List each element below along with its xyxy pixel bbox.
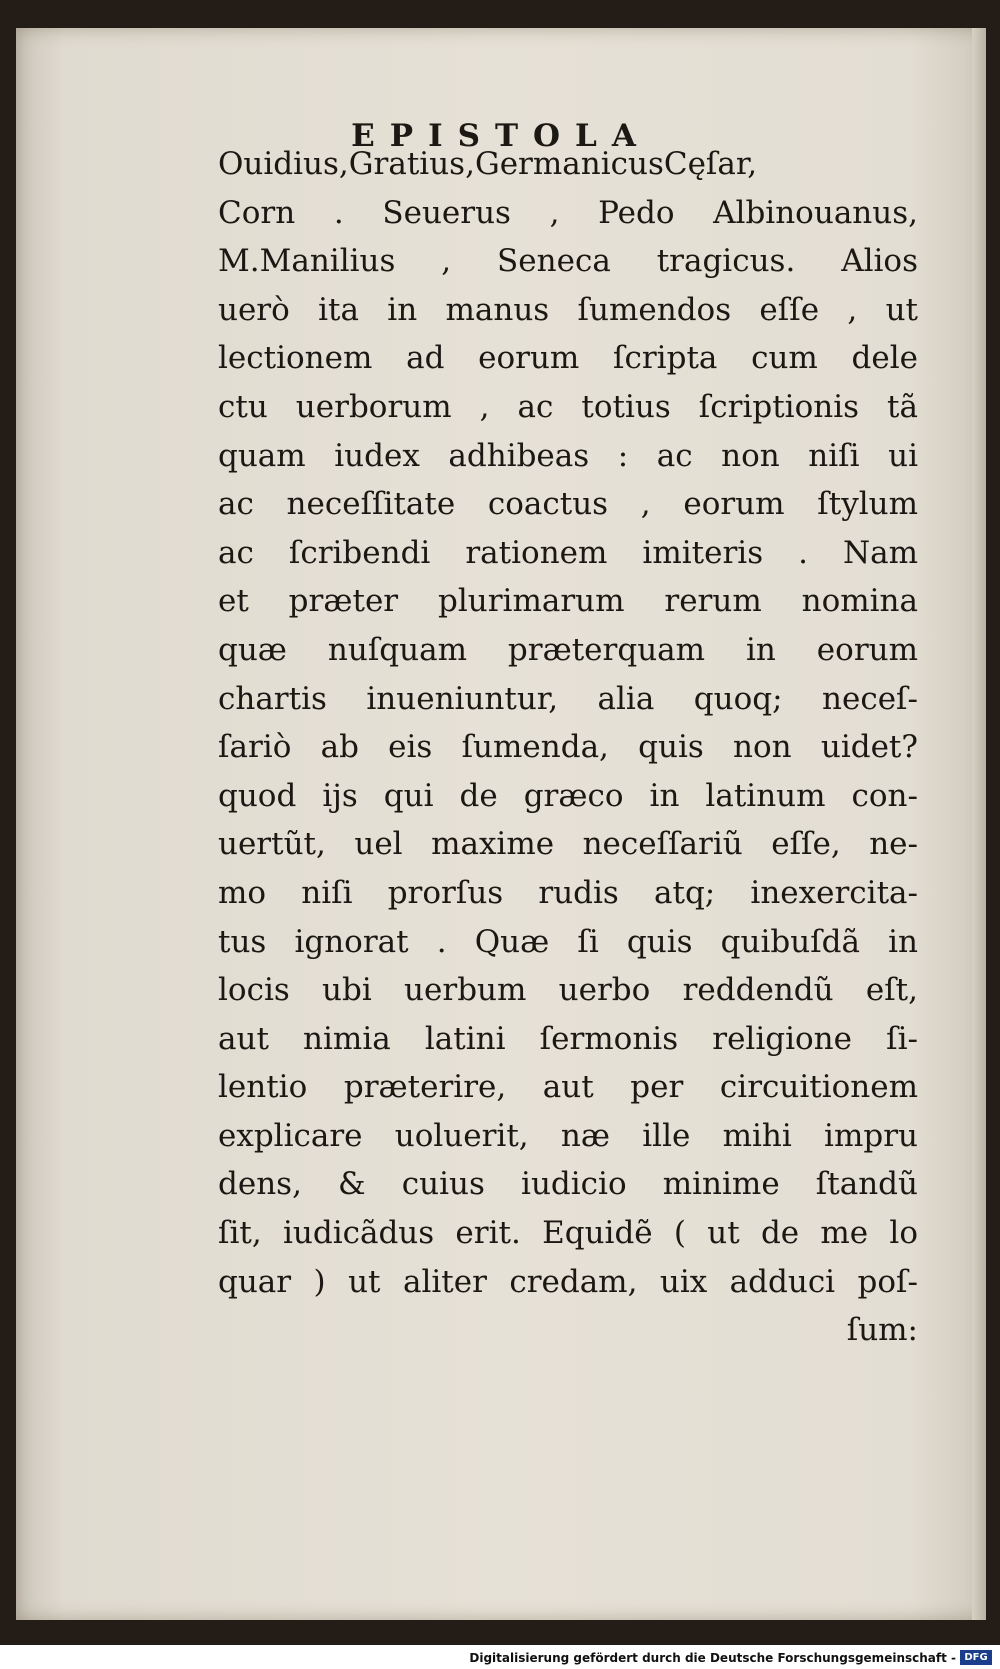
text-line: uertũt, uel maxime neceſſariũ eſſe, ne-	[218, 826, 918, 863]
footer-bar	[0, 1645, 1000, 1669]
text-line: uerò ita in manus ſumendos eſſe , ut	[218, 291, 918, 328]
text-line: quar ) ut aliter credam, uix adduci poſ-	[218, 1263, 918, 1300]
running-head: EPISTOLA	[351, 118, 651, 154]
body-text	[218, 140, 918, 1355]
catchword: ſum:	[846, 1312, 918, 1349]
text-line: chartis inueniuntur, alia quoq; neceſ-	[218, 680, 918, 717]
funding-credit: Digitalisierung gefördert durch die Deutsche Forschungsgemeinschaft -	[469, 1651, 956, 1665]
text-line: ſariò ab eis ſumenda, quis non uidet?	[218, 729, 918, 766]
text-line: lectionem ad eorum ſcripta cum dele	[218, 340, 918, 377]
text-line: lentio præterire, aut per circuitionem	[218, 1069, 918, 1106]
text-line: locis ubi uerbum uerbo reddendũ eſt,	[218, 972, 918, 1009]
text-line: et præter plurimarum rerum nomina	[218, 583, 918, 620]
text-line: mo niſi prorſus rudis atq; inexercita-	[218, 874, 918, 911]
text-line: ac neceſſitate coactus , eorum ſtylum	[218, 486, 918, 523]
text-line: Corn . Seuerus , Pedo Albinouanus,	[218, 194, 918, 231]
text-line: ac ſcribendi rationem imiteris . Nam	[218, 534, 918, 571]
text-line: Ouidius,Gratius,GermanicusCęſar,	[218, 146, 758, 182]
text-line: ctu uerborum , ac totius ſcriptionis tã	[218, 388, 918, 425]
text-line: dens, & cuius iudicio minime ſtandũ	[218, 1166, 918, 1203]
text-line: explicare uoluerit, næ ille mihi impru	[218, 1117, 918, 1154]
text-line: M.Manilius , Seneca tragicus. Alios	[218, 243, 918, 280]
page-edge	[972, 28, 986, 1620]
text-line: quam iudex adhibeas : ac non niſi ui	[218, 437, 918, 474]
text-line: aut nimia latini ſermonis religione ſi-	[218, 1020, 918, 1057]
text-line: tus ignorat . Quæ ſi quis quibuſdã in	[218, 923, 918, 960]
text-line: quod ijs qui de græco in latinum con-	[218, 777, 918, 814]
text-line: quæ nuſquam præterquam in eorum	[218, 631, 918, 668]
dfg-logo: DFG	[960, 1650, 992, 1665]
text-line: ſit, iudicãdus erit. Equidẽ ( ut de me lo	[218, 1215, 918, 1252]
